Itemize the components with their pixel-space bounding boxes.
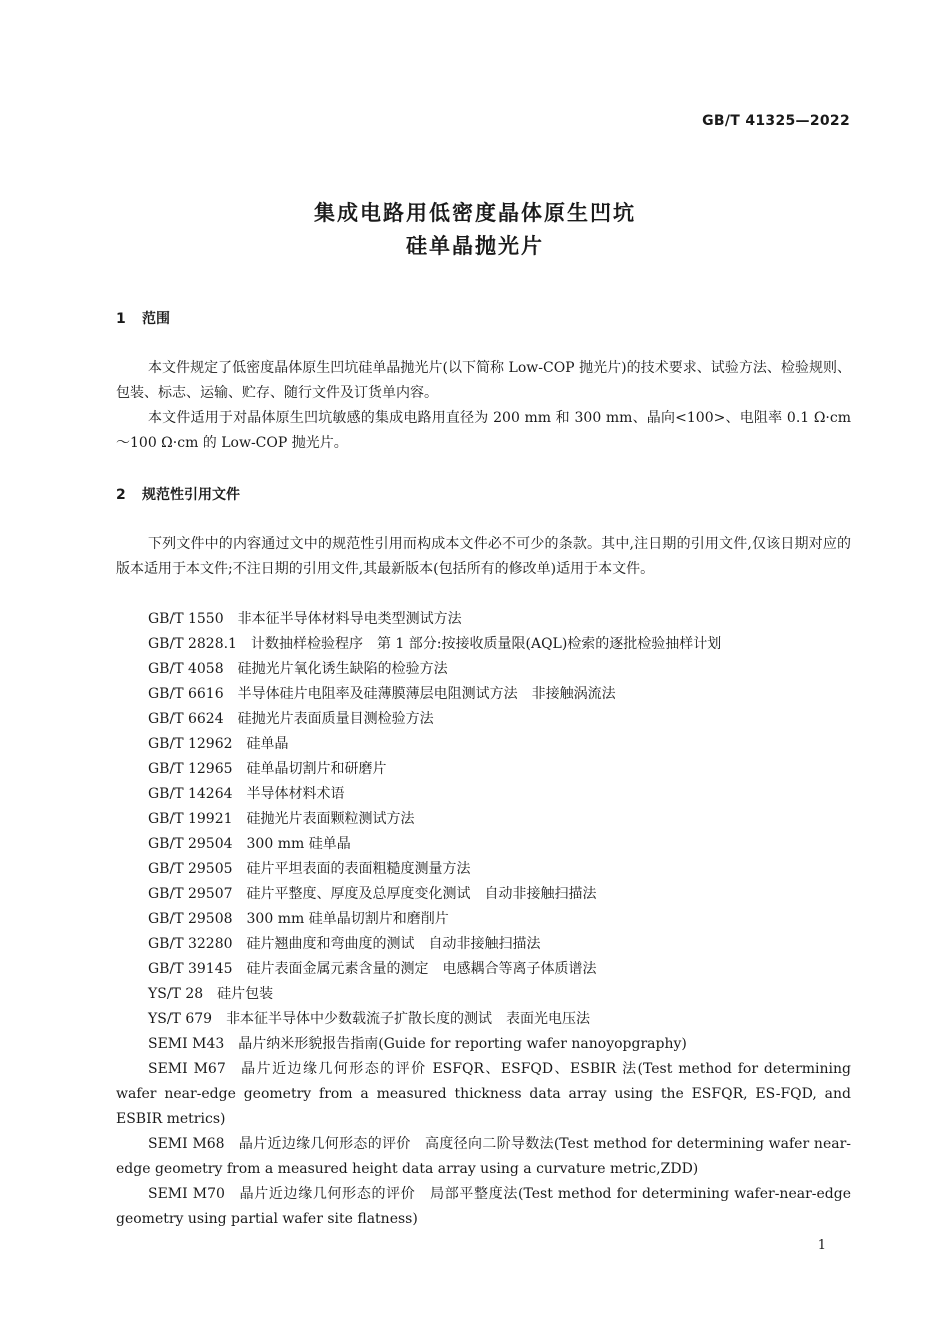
reference-item [116,907,851,932]
reference-code: GB/T 32280 [148,936,233,952]
reference-title: 硅片包装 [217,986,274,1002]
reference-item [116,1032,851,1057]
reference-item [116,1057,851,1132]
document-title-line2: 硅单晶抛光片 [406,234,544,258]
reference-code: GB/T 12965 [148,761,233,777]
reference-title: 硅单晶切割片和研磨片 [246,761,387,777]
page-number: 1 [817,1238,826,1253]
reference-code: SEMI M68 [148,1136,225,1152]
reference-title: 晶片纳米形貌报告指南(Guide for reporting wafer nanoyopgraphy) [238,1036,687,1052]
reference-title: 硅片表面金属元素含量的测定 电感耦合等离子体质谱法 [246,961,597,977]
reference-code: GB/T 39145 [148,961,233,977]
section-title: 规范性引用文件 [142,487,240,503]
reference-code: GB/T 29507 [148,886,233,902]
reference-item [116,657,851,682]
reference-item [116,857,851,882]
reference-title: 300 mm 硅单晶切割片和磨削片 [246,911,449,927]
standard-number: GB/T 41325—2022 [702,113,850,129]
reference-item [116,882,851,907]
reference-title: 硅片平整度、厚度及总厚度变化测试 自动非接触扫描法 [246,886,597,902]
reference-title: 硅片平坦表面的表面粗糙度测量方法 [246,861,471,877]
reference-code: GB/T 1550 [148,611,224,627]
reference-title: 半导体硅片电阻率及硅薄膜薄层电阻测试方法 非接触涡流法 [237,686,616,702]
reference-code: GB/T 29504 [148,836,233,852]
section-number: 1 [116,311,126,327]
reference-item [116,1182,851,1232]
reference-code: GB/T 4058 [148,661,224,677]
reference-item [116,707,851,732]
reference-title: 晶片近边缘几何形态的评价 局部平整度法(Test method for determining wafer-near-edge geometry using partial wafer site flatness) [116,1186,851,1227]
section-number: 2 [116,487,126,503]
reference-code: YS/T 679 [148,1011,213,1027]
reference-title: 计数抽样检验程序 第 1 部分:按接收质量限(AQL)检索的逐批检验抽样计划 [250,636,722,652]
reference-item [116,807,851,832]
reference-title: 非本征半导体材料导电类型测试方法 [237,611,462,627]
scope-paragraph: 本文件适用于对晶体原生凹坑敏感的集成电路用直径为 200 mm 和 300 mm、晶向<100>、电阻率 0.1 Ω·cm～100 Ω·cm 的 Low-COP 抛光片。 [116,410,851,451]
reference-title: 硅单晶 [246,736,289,752]
reference-item [116,607,851,632]
reference-item [116,1007,851,1032]
reference-code: GB/T 29505 [148,861,233,877]
reference-code: GB/T 6616 [148,686,224,702]
reference-title: 硅抛光片表面颗粒测试方法 [246,811,415,827]
section-heading-normative-references [116,484,240,504]
reference-item [116,757,851,782]
reference-item [116,957,851,982]
reference-title: 硅抛光片表面质量目测检验方法 [237,711,434,727]
scope-paragraph: 本文件规定了低密度晶体原生凹坑硅单晶抛光片(以下简称 Low-COP 抛光片)的技术要求、试验方法、检验规则、包装、标志、运输、贮存、随行文件及订货单内容。 [116,360,851,401]
reference-code: SEMI M43 [148,1036,225,1052]
reference-title: 非本征半导体中少数载流子扩散长度的测试 表面光电压法 [226,1011,591,1027]
reference-code: GB/T 12962 [148,736,233,752]
references-intro-paragraph: 下列文件中的内容通过文中的规范性引用而构成本文件必不可少的条款。其中,注日期的引用文件,仅该日期对应的版本适用于本文件;不注日期的引用文件,其最新版本(包括所有的修改单)适用于本文件。 [116,536,851,577]
reference-item [116,632,851,657]
reference-title: 晶片近边缘几何形态的评价 ESFQR、ESFQD、ESBIR 法(Test method for determining wafer near-edge geometry from a measured thickness data array using the ESFQR, ES-FQD, and ESBIR metrics) [116,1061,851,1127]
reference-list [116,607,851,1232]
reference-code: GB/T 2828.1 [148,636,237,652]
reference-title: 300 mm 硅单晶 [246,836,351,852]
reference-item [116,732,851,757]
reference-item [116,782,851,807]
section-heading-scope [116,308,170,328]
reference-item [116,982,851,1007]
reference-code: GB/T 19921 [148,811,233,827]
reference-item [116,832,851,857]
reference-item [116,682,851,707]
reference-code: GB/T 6624 [148,711,224,727]
reference-title: 硅片翘曲度和弯曲度的测试 自动非接触扫描法 [246,936,541,952]
reference-code: GB/T 29508 [148,911,233,927]
reference-item [116,1132,851,1182]
reference-title: 晶片近边缘几何形态的评价 高度径向二阶导数法(Test method for determining wafer near-edge geometry from a measured height data array using a curvature metric,ZDD) [116,1136,851,1177]
document-title-line1: 集成电路用低密度晶体原生凹坑 [314,201,636,225]
reference-item [116,932,851,957]
reference-code: GB/T 14264 [148,786,233,802]
reference-title: 半导体材料术语 [246,786,345,802]
reference-code: SEMI M70 [148,1186,225,1202]
reference-title: 硅抛光片氧化诱生缺陷的检验方法 [237,661,448,677]
reference-code: SEMI M67 [148,1061,226,1077]
section-title: 范围 [142,311,170,327]
reference-code: YS/T 28 [148,986,204,1002]
